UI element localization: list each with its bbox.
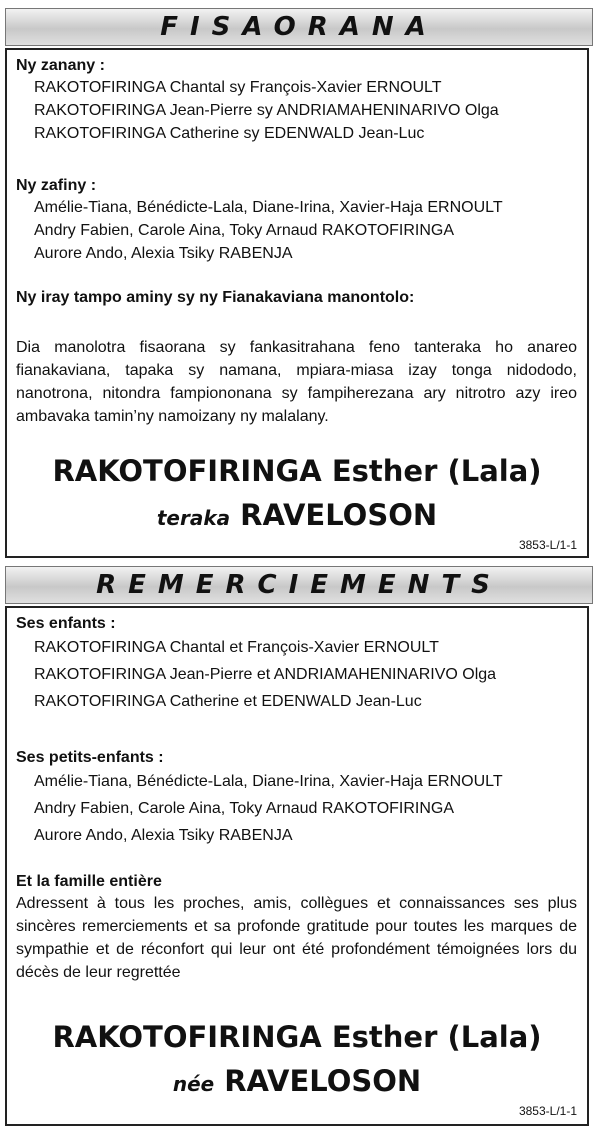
zanany-line: RAKOTOFIRINGA Chantal sy François-Xavier ERNOULT [34,79,442,96]
fisaorana-box [5,48,589,558]
thanks-message: Adressent à tous les proches, amis, collègues et connaissances ses plus sincères remerciements et sa profonde gratitude pour toutes les marques de sympathie et de réconfort qui leur ont été profondément témoignées lors du décès de leur regrettée [16,895,577,981]
petits-line: Amélie-Tiana, Bénédicte-Lala, Diane-Irina, Xavier-Haja ERNOULT [34,773,503,790]
maiden-name-line [7,1064,587,1098]
thanks-message: Dia manolotra fisaorana sy fankasitrahana feno tanteraka ho anareo fianakaviana, tapaka sy namana, mpiara-miasa izay tonga nidododo, nanotrona, nitondra fampiononana sy fampiherezana ary nitrotro azy ireo ambavaka tamin’ny namoizany ny malalany. [16,339,577,425]
zafiny-label: Ny zafiny : [16,177,97,194]
zafiny-line: Andry Fabien, Carole Aina, Toky Arnaud RAKOTOFIRINGA [34,222,455,239]
maiden-surname: RAVELOSON [224,1064,422,1098]
zanany-label: Ny zanany : [16,57,105,74]
zafiny-line: Aurore Ando, Alexia Tsiky RABENJA [34,245,293,262]
maiden-prefix: née [172,1072,215,1096]
reference-code: 3853-L/1-1 [518,538,577,552]
remerciements-banner [5,566,593,604]
petits-line: Andry Fabien, Carole Aina, Toky Arnaud RAKOTOFIRINGA [34,800,455,817]
enfants-line: RAKOTOFIRINGA Chantal et François-Xavier ERNOULT [34,639,439,656]
fisaorana-banner [5,8,593,46]
reference-code: 3853-L/1-1 [518,1104,577,1118]
petits-label: Ses petits-enfants : [16,749,164,766]
family-label: Et la famille entière [16,873,162,890]
zanany-line: RAKOTOFIRINGA Jean-Pierre sy ANDRIAMAHENINARIVO Olga [34,102,499,119]
remerciements-box [5,606,589,1126]
fisaorana-notice [5,8,593,552]
zafiny-line: Amélie-Tiana, Bénédicte-Lala, Diane-Irina, Xavier-Haja ERNOULT [34,199,503,216]
maiden-prefix: teraka [156,506,231,530]
remerciements-notice [5,566,593,1118]
enfants-label: Ses enfants : [16,615,116,632]
petits-line: Aurore Ando, Alexia Tsiky RABENJA [34,827,293,844]
deceased-name: RAKOTOFIRINGA Esther (Lala) [52,454,542,488]
fisaorana-title: FISAORANA [160,12,438,42]
enfants-line: RAKOTOFIRINGA Catherine et EDENWALD Jean-Luc [34,693,422,710]
maiden-name-line [7,498,587,532]
family-label: Ny iray tampo aminy sy ny Fianakaviana manontolo: [16,289,415,306]
remerciements-title: REMERCIEMENTS [96,570,502,600]
deceased-name: RAKOTOFIRINGA Esther (Lala) [52,1020,542,1054]
maiden-surname: RAVELOSON [240,498,438,532]
enfants-line: RAKOTOFIRINGA Jean-Pierre et ANDRIAMAHENINARIVO Olga [34,666,497,683]
zanany-line: RAKOTOFIRINGA Catherine sy EDENWALD Jean-Luc [34,125,425,142]
